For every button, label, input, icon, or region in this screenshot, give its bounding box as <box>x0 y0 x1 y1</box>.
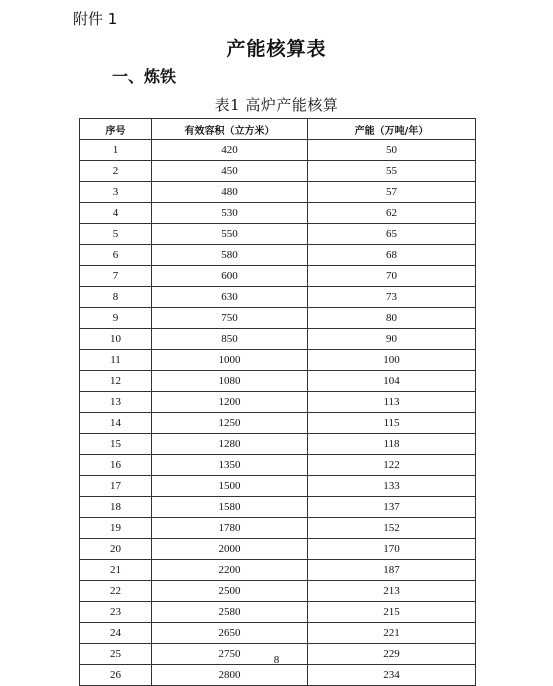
cell-sequence: 26 <box>80 665 152 686</box>
table-row <box>80 602 476 623</box>
cell-capacity: 80 <box>308 308 476 329</box>
cell-capacity: 137 <box>308 497 476 518</box>
table-row <box>80 161 476 182</box>
cell-sequence: 9 <box>80 308 152 329</box>
cell-effective-volume: 630 <box>152 287 308 308</box>
cell-capacity: 118 <box>308 434 476 455</box>
cell-capacity: 62 <box>308 203 476 224</box>
cell-capacity: 65 <box>308 224 476 245</box>
cell-effective-volume: 580 <box>152 245 308 266</box>
cell-capacity: 90 <box>308 329 476 350</box>
section-heading: 一、炼铁 <box>112 67 177 86</box>
cell-sequence: 17 <box>80 476 152 497</box>
cell-capacity: 215 <box>308 602 476 623</box>
cell-capacity: 213 <box>308 581 476 602</box>
cell-capacity: 55 <box>308 161 476 182</box>
table-row <box>80 665 476 686</box>
cell-effective-volume: 600 <box>152 266 308 287</box>
cell-sequence: 14 <box>80 413 152 434</box>
cell-effective-volume: 750 <box>152 308 308 329</box>
table-row <box>80 203 476 224</box>
cell-capacity: 187 <box>308 560 476 581</box>
cell-effective-volume: 2750 <box>152 644 308 665</box>
page-title: 产能核算表 <box>226 38 327 60</box>
cell-capacity: 68 <box>308 245 476 266</box>
cell-effective-volume: 1080 <box>152 371 308 392</box>
cell-capacity: 70 <box>308 266 476 287</box>
table-row <box>80 476 476 497</box>
table-row <box>80 287 476 308</box>
cell-sequence: 8 <box>80 287 152 308</box>
cell-capacity: 152 <box>308 518 476 539</box>
table-row <box>80 392 476 413</box>
table-row <box>80 266 476 287</box>
page-number: 8 <box>273 654 280 666</box>
cell-capacity: 133 <box>308 476 476 497</box>
cell-sequence: 16 <box>80 455 152 476</box>
cell-effective-volume: 530 <box>152 203 308 224</box>
cell-sequence: 7 <box>80 266 152 287</box>
attachment-label: 附件 1 <box>73 10 118 28</box>
cell-effective-volume: 2580 <box>152 602 308 623</box>
table-row <box>80 308 476 329</box>
cell-sequence: 5 <box>80 224 152 245</box>
cell-effective-volume: 2500 <box>152 581 308 602</box>
cell-sequence: 18 <box>80 497 152 518</box>
cell-sequence: 13 <box>80 392 152 413</box>
cell-sequence: 23 <box>80 602 152 623</box>
cell-effective-volume: 1780 <box>152 518 308 539</box>
table-header-row <box>80 119 476 140</box>
cell-sequence: 25 <box>80 644 152 665</box>
table-row <box>80 560 476 581</box>
cell-capacity: 115 <box>308 413 476 434</box>
cell-effective-volume: 2650 <box>152 623 308 644</box>
cell-effective-volume: 2200 <box>152 560 308 581</box>
cell-sequence: 24 <box>80 623 152 644</box>
cell-effective-volume: 2000 <box>152 539 308 560</box>
cell-effective-volume: 480 <box>152 182 308 203</box>
cell-sequence: 20 <box>80 539 152 560</box>
cell-sequence: 4 <box>80 203 152 224</box>
table-caption: 表1 高炉产能核算 <box>214 96 339 114</box>
table-row <box>80 581 476 602</box>
table-row <box>80 371 476 392</box>
table-row <box>80 224 476 245</box>
cell-effective-volume: 1000 <box>152 350 308 371</box>
table-row <box>80 329 476 350</box>
cell-effective-volume: 2800 <box>152 665 308 686</box>
table-row <box>80 350 476 371</box>
header-effective-volume: 有效容积（立方米） <box>152 119 308 140</box>
table-row <box>80 434 476 455</box>
cell-effective-volume: 1250 <box>152 413 308 434</box>
blast-furnace-capacity-table <box>79 118 476 686</box>
cell-capacity: 100 <box>308 350 476 371</box>
cell-capacity: 122 <box>308 455 476 476</box>
cell-capacity: 234 <box>308 665 476 686</box>
cell-effective-volume: 420 <box>152 140 308 161</box>
header-sequence: 序号 <box>80 119 152 140</box>
cell-sequence: 12 <box>80 371 152 392</box>
table-row <box>80 140 476 161</box>
cell-sequence: 21 <box>80 560 152 581</box>
cell-effective-volume: 450 <box>152 161 308 182</box>
cell-capacity: 73 <box>308 287 476 308</box>
table-row <box>80 497 476 518</box>
cell-capacity: 170 <box>308 539 476 560</box>
cell-capacity: 57 <box>308 182 476 203</box>
table-row <box>80 455 476 476</box>
header-capacity: 产能（万吨/年） <box>308 119 476 140</box>
cell-effective-volume: 1280 <box>152 434 308 455</box>
cell-effective-volume: 1580 <box>152 497 308 518</box>
cell-sequence: 15 <box>80 434 152 455</box>
cell-sequence: 19 <box>80 518 152 539</box>
cell-capacity: 113 <box>308 392 476 413</box>
cell-effective-volume: 1350 <box>152 455 308 476</box>
cell-capacity: 229 <box>308 644 476 665</box>
cell-sequence: 11 <box>80 350 152 371</box>
table-row <box>80 413 476 434</box>
table-row <box>80 623 476 644</box>
cell-sequence: 1 <box>80 140 152 161</box>
table-row <box>80 518 476 539</box>
table-body <box>80 140 476 686</box>
cell-sequence: 2 <box>80 161 152 182</box>
table-row <box>80 539 476 560</box>
cell-sequence: 3 <box>80 182 152 203</box>
cell-effective-volume: 1200 <box>152 392 308 413</box>
cell-effective-volume: 550 <box>152 224 308 245</box>
table-row <box>80 182 476 203</box>
cell-effective-volume: 850 <box>152 329 308 350</box>
cell-capacity: 104 <box>308 371 476 392</box>
cell-sequence: 10 <box>80 329 152 350</box>
cell-effective-volume: 1500 <box>152 476 308 497</box>
cell-sequence: 22 <box>80 581 152 602</box>
cell-sequence: 6 <box>80 245 152 266</box>
cell-capacity: 50 <box>308 140 476 161</box>
table-row <box>80 245 476 266</box>
cell-capacity: 221 <box>308 623 476 644</box>
